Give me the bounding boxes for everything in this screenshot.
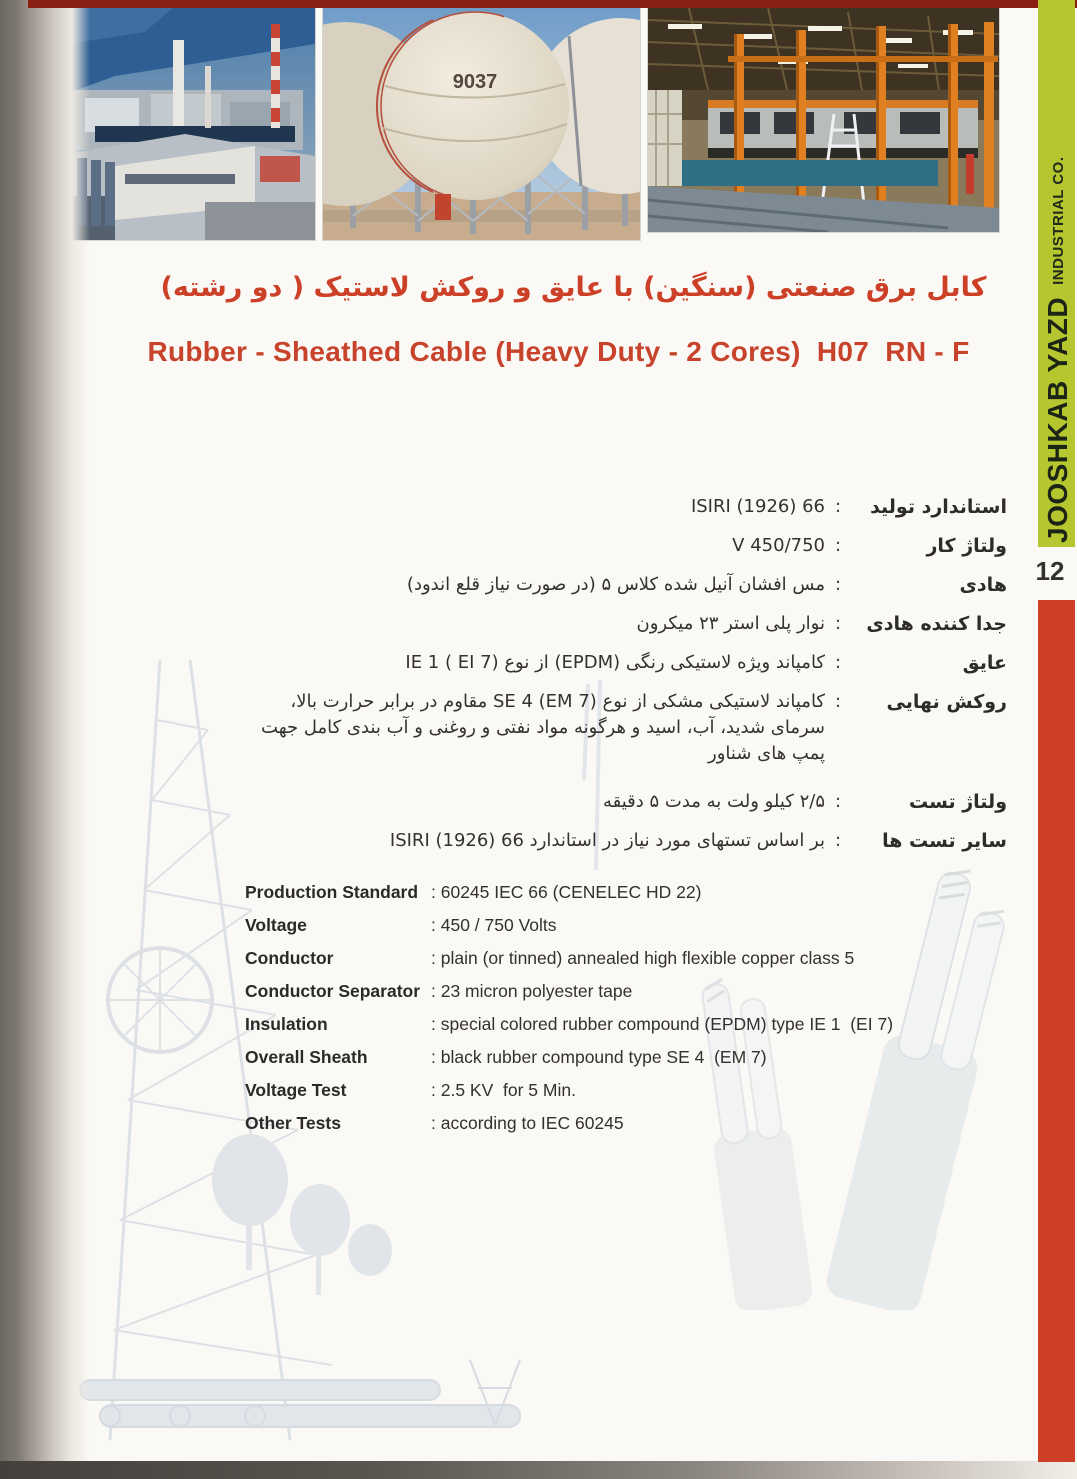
spec-value: : plain (or tinned) annealed high flexible copper class 5 (431, 948, 855, 968)
spec-row-production-standard (245, 494, 1007, 520)
spec-value: ۲/۵ کیلو ولت به مدت ۵ دقیقه (602, 791, 825, 812)
spec-label: استاندارد تولید (870, 496, 1007, 518)
trees (212, 1134, 392, 1295)
colon-separator: : (834, 830, 842, 851)
spec-label: عایق (962, 652, 1007, 674)
spec-row-conductor-separator (245, 981, 910, 1001)
spec-label: Voltage (245, 915, 307, 935)
colon-separator: : (834, 574, 842, 595)
white-chimney (173, 40, 184, 126)
spec-value: ISIRI (1926) 66 (690, 496, 825, 517)
red-roof (260, 156, 300, 182)
page-bottom-shadow (0, 1461, 1077, 1479)
specs-table-en (245, 882, 910, 1146)
colon-separator: : (834, 613, 842, 634)
colon-separator: : (834, 691, 842, 712)
factory-interior-photo (648, 4, 999, 232)
specs-table-fa (245, 494, 1007, 867)
colon-separator: : (834, 652, 842, 673)
spec-value: مس افشان آنیل شده کلاس ۵ (در صورت نیاز قلع اندود) (406, 574, 825, 595)
colon-separator: : (834, 496, 842, 517)
company-sidebar (1040, 0, 1076, 547)
spec-value: کامپاند ویژه لاستیکی رنگی (EPDM) از نوع ‎IE 1 ( EI 7)‎ (405, 652, 825, 673)
spec-value: : 450 / 750 Volts (431, 915, 557, 935)
spec-row-conductor (245, 948, 910, 968)
spec-row-production-standard (245, 882, 910, 902)
striped-chimney (271, 24, 280, 128)
spec-label: Conductor (245, 948, 334, 968)
spec-row-voltage-test (245, 1080, 910, 1100)
spec-row-conductor-separator (245, 611, 1007, 637)
spec-row-other-tests (245, 828, 1007, 854)
spec-label: سایر تست ها (882, 830, 1007, 852)
spec-label: Production Standard (245, 882, 419, 902)
power-plant-photo (55, 6, 315, 240)
spec-label: Other Tests (245, 1113, 341, 1133)
spec-label: ولتاژ کار (926, 535, 1007, 557)
spec-value: : 60245 IEC 66 (CENELEC HD 22) (431, 882, 702, 902)
company-name: JOOSHKAB YAZD (1042, 296, 1073, 543)
product-title-en: Rubber - Sheathed Cable (Heavy Duty - 2 Cores) H07 RN - F (147, 336, 970, 367)
colon-separator: : (834, 535, 842, 556)
gas-spheres-photo (323, 6, 640, 240)
spec-label: Conductor Separator (245, 981, 421, 1001)
spec-row-other-tests (245, 1113, 910, 1133)
sidebar-red-strip (1038, 600, 1075, 1462)
spec-row-insulation (245, 1014, 910, 1034)
gas-sphere-main (381, 12, 569, 200)
spec-label: هادی (959, 574, 1007, 596)
spec-row-conductor (245, 572, 1007, 598)
colon-separator: : (834, 791, 842, 812)
spec-value: : according to IEC 60245 (431, 1113, 624, 1133)
spec-value: بر اساس تستهای مورد نیاز در استاندارد ‎ISIRI (1926) 66‎ (389, 830, 825, 851)
book-spine-shadow (0, 0, 90, 1479)
spec-row-working-voltage (245, 533, 1007, 559)
company-suffix: INDUSTRIAL CO. (1049, 156, 1067, 285)
product-title-fa: کابل برق صنعتی (سنگین) با عایق و روکش لاستیک ( دو رشته) (160, 272, 987, 303)
spec-label: جدا کننده هادی (866, 613, 1007, 635)
spec-row-overall-sheath (245, 689, 1007, 767)
spec-value: : 2.5 KV for 5 Min. (431, 1080, 576, 1100)
ceiling (648, 4, 999, 100)
spec-value: : special colored rubber compound (EPDM) type IE 1 (EI 7) (431, 1014, 894, 1034)
bright-window (648, 90, 682, 186)
spec-row-insulation (245, 650, 1007, 676)
spec-value: نوار پلی استر ۲۳ میکرون (636, 613, 825, 634)
red-cabin (435, 194, 451, 220)
spec-label: روکش نهایی (886, 691, 1007, 713)
timber-logs (80, 1360, 520, 1427)
spec-row-overall-sheath (245, 1047, 910, 1067)
spec-value: : black rubber compound type SE 4 (EM 7) (431, 1047, 767, 1067)
spec-value: کامپاند لاستیکی مشکی از نوع ‎SE 4 (EM 7)‎ مقاوم در برابر حرارت بالا، سرمای شدید، آب، اسید و هرگونه مواد نفتی و روغنی و آب بندی کامل جهت پمپ های شناور (261, 691, 825, 764)
page-number: 12 (1035, 556, 1065, 586)
top-red-bar (28, 0, 1077, 8)
spec-label: Overall Sheath (245, 1047, 368, 1067)
spec-label: Insulation (245, 1014, 328, 1034)
spec-label: ولتاژ تست (909, 791, 1007, 813)
sphere-number: 9037 (452, 71, 498, 93)
spec-value: : 23 micron polyester tape (431, 981, 633, 1001)
spec-label: Voltage Test (245, 1080, 347, 1100)
spec-row-test-voltage (245, 789, 1007, 815)
spec-row-voltage (245, 915, 910, 935)
spec-value: 450/750 V (732, 535, 825, 556)
teal-equipment (678, 160, 938, 186)
